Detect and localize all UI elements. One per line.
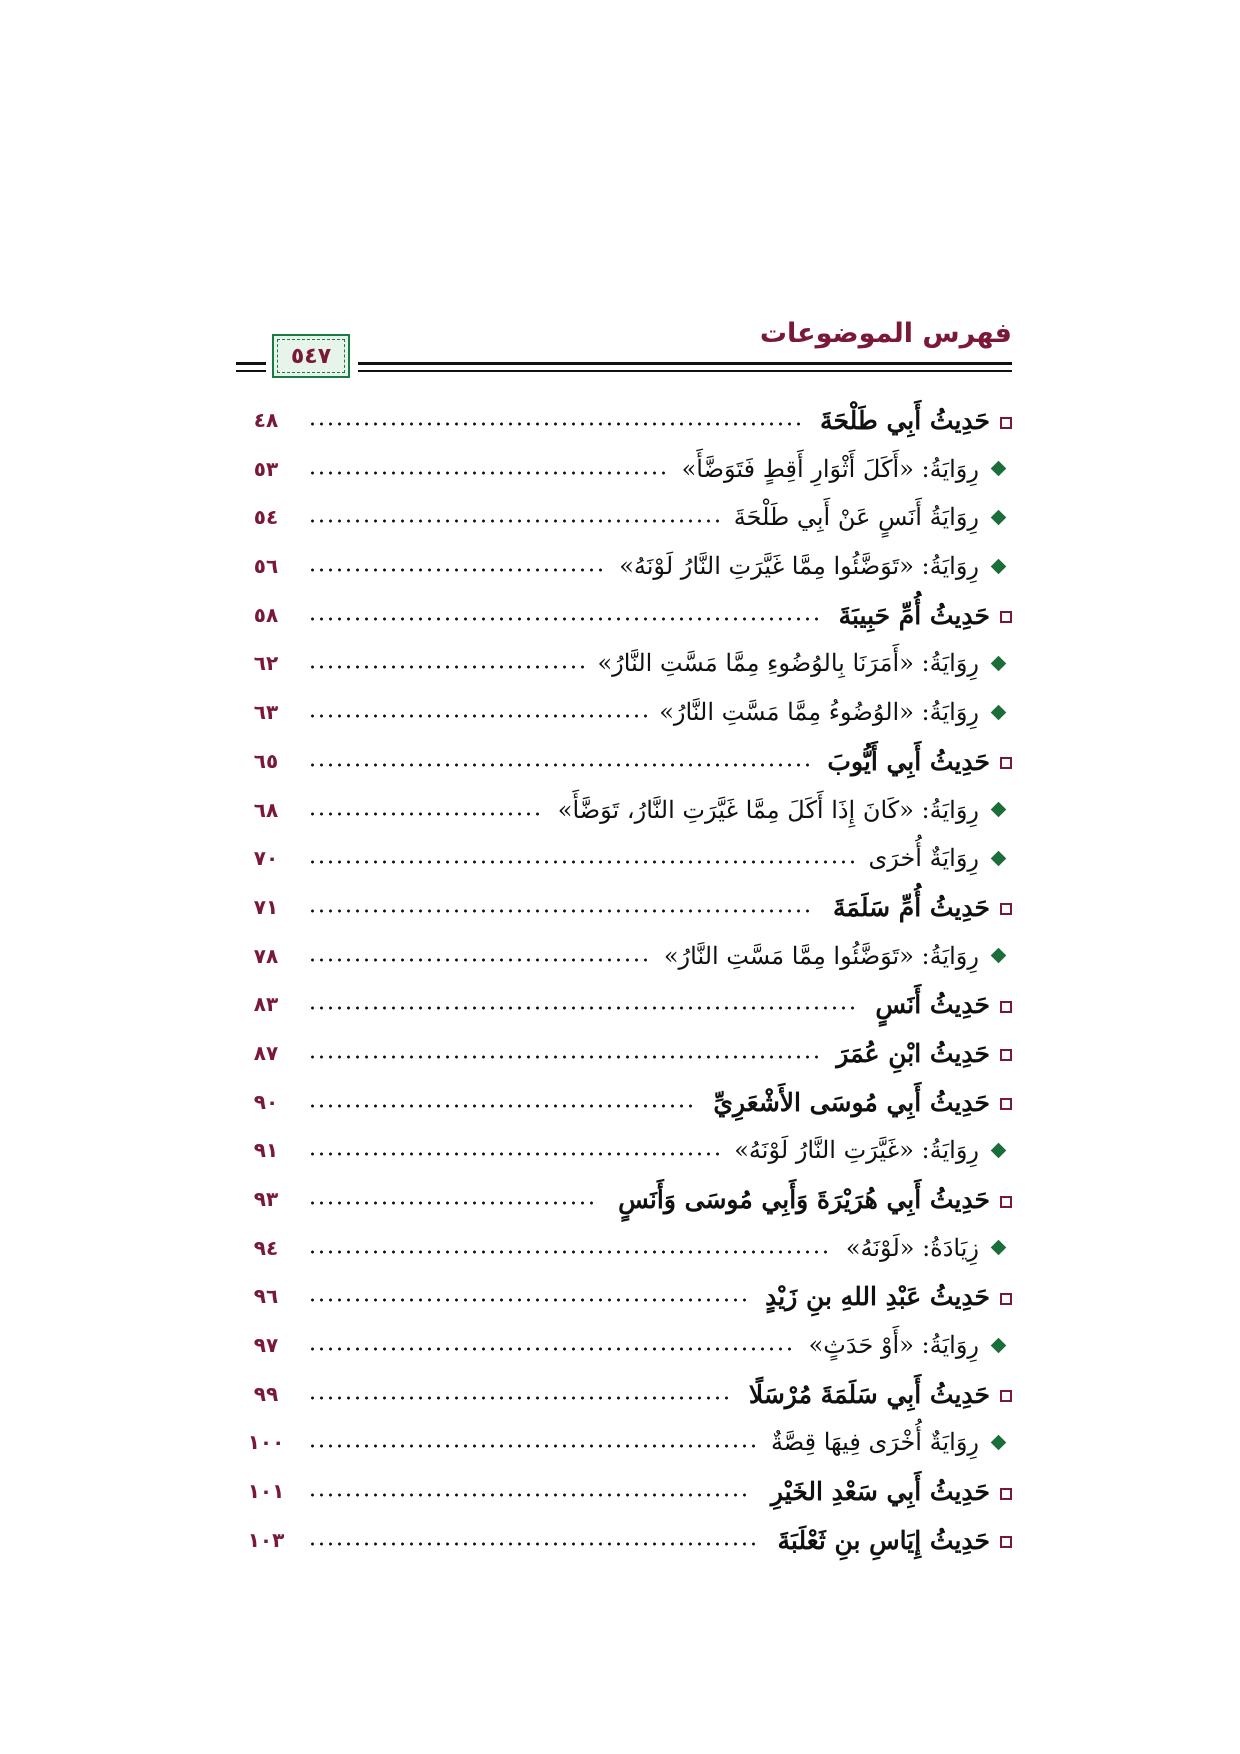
toc-main-entry[interactable] bbox=[765, 1282, 1012, 1311]
entry-title: حَدِيثُ أَنَسٍ bbox=[875, 990, 990, 1020]
entry-title: حَدِيثُ أَبِي سَلَمَةَ مُرْسَلًا bbox=[748, 1379, 990, 1409]
dot-leader bbox=[308, 617, 821, 621]
dot-leader bbox=[308, 1396, 731, 1400]
page-ref: ٩٠ bbox=[253, 1089, 279, 1114]
toc-row[interactable] bbox=[236, 887, 1012, 936]
toc-sub-entry[interactable] bbox=[771, 1428, 1006, 1456]
entry-title: حَدِيثُ عَبْدِ اللهِ بنِ زَيْدٍ bbox=[765, 1282, 990, 1312]
dot-leader bbox=[308, 1347, 794, 1351]
page-ref: ٩٦ bbox=[253, 1284, 279, 1309]
entry-title: رِوَايَةُ: «أَكَلَ أَثْوَارِ أَقِطٍ فَتَوَضَّأَ» bbox=[681, 454, 979, 483]
entry-title: رِوَايَةٌ أُخرَى bbox=[868, 844, 979, 873]
toc-sub-entry[interactable] bbox=[664, 942, 1006, 970]
toc-main-entry[interactable] bbox=[771, 1477, 1012, 1506]
entry-title: حَدِيثُ أَبِي طَلْحَةَ bbox=[820, 406, 990, 435]
page-ref: ٩٣ bbox=[253, 1187, 279, 1211]
entry-title: حَدِيثُ أَبِي سَعْدِ الخَيْرِ bbox=[770, 1477, 990, 1507]
dot-leader bbox=[308, 1298, 749, 1302]
page-ref: ٤٨ bbox=[253, 408, 279, 432]
toc-main-entry[interactable] bbox=[749, 1380, 1012, 1409]
dot-leader bbox=[308, 714, 650, 718]
diamond-bullet-icon bbox=[991, 461, 1007, 477]
square-bullet-icon bbox=[1000, 1293, 1012, 1305]
page-header bbox=[236, 318, 1012, 390]
toc-main-entry[interactable] bbox=[820, 406, 1012, 435]
toc-row[interactable] bbox=[236, 1082, 1012, 1131]
toc-row[interactable] bbox=[236, 1520, 1012, 1569]
dot-leader bbox=[308, 812, 542, 816]
page-ref: ٩٧ bbox=[253, 1333, 279, 1358]
toc-sub-entry[interactable] bbox=[682, 455, 1006, 483]
toc-row[interactable] bbox=[236, 595, 1012, 644]
square-bullet-icon bbox=[1000, 757, 1012, 769]
square-bullet-icon bbox=[1000, 417, 1012, 429]
header-rule-right bbox=[358, 362, 1012, 365]
entry-title: رِوَايَةٌ أُخْرَى فِيهَا قِصَّةٌ bbox=[770, 1428, 979, 1457]
toc-main-entry[interactable] bbox=[827, 747, 1012, 776]
toc-sub-entry[interactable] bbox=[659, 698, 1006, 726]
square-bullet-icon bbox=[1000, 1098, 1012, 1110]
page-ref: ١٠٠ bbox=[247, 1430, 285, 1455]
entry-title: زِيَادَةُ: «لَوْنَهُ» bbox=[845, 1233, 979, 1262]
diamond-bullet-icon bbox=[991, 704, 1007, 720]
toc-row[interactable] bbox=[236, 449, 1012, 498]
entry-title: رِوَايَةُ: «الوُضُوءُ مِمَّا مَسَّتِ النَّارُ» bbox=[659, 698, 979, 727]
dot-leader bbox=[308, 519, 722, 523]
toc-row[interactable] bbox=[236, 1374, 1012, 1423]
header-rule-left bbox=[236, 362, 266, 365]
page-number-frame bbox=[272, 334, 350, 378]
toc-row[interactable] bbox=[236, 1422, 1012, 1471]
toc-main-entry[interactable] bbox=[875, 990, 1012, 1019]
diamond-bullet-icon bbox=[991, 1240, 1007, 1256]
entry-title: حَدِيثُ إِيَاسِ بنِ ثَعْلَبَةَ bbox=[777, 1525, 990, 1555]
dot-leader bbox=[308, 1444, 758, 1448]
page-ref: ٥٤ bbox=[253, 505, 279, 530]
toc-row[interactable] bbox=[236, 1325, 1012, 1374]
dot-leader bbox=[308, 763, 812, 767]
diamond-bullet-icon bbox=[991, 558, 1007, 574]
square-bullet-icon bbox=[1000, 1049, 1012, 1061]
toc-row[interactable] bbox=[236, 1179, 1012, 1228]
toc-main-entry[interactable] bbox=[839, 601, 1012, 630]
toc-row[interactable] bbox=[236, 741, 1012, 790]
page-ref: ٧١ bbox=[253, 894, 279, 919]
page-ref: ٧٨ bbox=[253, 943, 279, 968]
diamond-bullet-icon bbox=[991, 1435, 1007, 1451]
entry-title: رِوَايَةُ: «أَوْ حَدَثٍ» bbox=[808, 1331, 979, 1360]
page-ref: ٥٨ bbox=[253, 602, 279, 627]
dot-leader bbox=[308, 422, 803, 426]
header-rule-left-lower bbox=[236, 370, 266, 372]
entry-title: رِوَايَةُ: «كَانَ إِذَا أَكَلَ مِمَّا غَيَّرَتِ النَّارُ، تَوَضَّأَ» bbox=[557, 795, 979, 824]
page-ref: ٨٧ bbox=[253, 1040, 279, 1065]
toc-row[interactable] bbox=[236, 546, 1012, 595]
square-bullet-icon bbox=[1000, 1390, 1012, 1402]
entry-title: رِوَايَةُ: «تَوَضَّئُوا مِمَّا مَسَّتِ النَّارُ» bbox=[663, 941, 979, 970]
page-ref: ٦٢ bbox=[253, 651, 279, 676]
square-bullet-icon bbox=[1000, 1001, 1012, 1013]
page-ref: ٥٣ bbox=[253, 456, 279, 481]
page-number: ٥٤٧ bbox=[290, 343, 332, 369]
square-bullet-icon bbox=[1000, 1536, 1012, 1548]
toc-sub-entry[interactable] bbox=[619, 552, 1006, 580]
toc-main-entry[interactable] bbox=[833, 893, 1012, 922]
dot-leader bbox=[308, 1542, 758, 1546]
dot-leader bbox=[308, 958, 650, 962]
toc-sub-entry[interactable] bbox=[597, 649, 1006, 677]
table-of-contents bbox=[236, 400, 1012, 1569]
diamond-bullet-icon bbox=[991, 1337, 1007, 1353]
dot-leader bbox=[308, 1493, 749, 1497]
toc-row[interactable] bbox=[236, 790, 1012, 839]
diamond-bullet-icon bbox=[991, 656, 1007, 672]
dot-leader bbox=[308, 1201, 596, 1205]
toc-row[interactable] bbox=[236, 400, 1012, 449]
page-ref: ٥٦ bbox=[253, 554, 279, 579]
toc-sub-entry[interactable] bbox=[734, 503, 1006, 531]
toc-sub-entry[interactable] bbox=[846, 1234, 1006, 1262]
toc-main-entry[interactable] bbox=[618, 1185, 1012, 1214]
entry-title: رِوَايَةُ: «أَمَرَنَا بِالوُضُوءِ مِمَّا مَسَّتِ النَّارُ» bbox=[597, 649, 979, 678]
toc-row[interactable] bbox=[236, 643, 1012, 692]
entry-title: رِوَايَةُ: «تَوَضَّئُوا مِمَّا غَيَّرَتِ النَّارُ لَوْنَهُ» bbox=[619, 552, 979, 581]
page-ref: ٨٣ bbox=[253, 992, 279, 1017]
toc-row[interactable] bbox=[236, 1033, 1012, 1082]
toc-row[interactable] bbox=[236, 692, 1012, 741]
square-bullet-icon bbox=[1000, 903, 1012, 915]
diamond-bullet-icon bbox=[991, 1143, 1007, 1159]
toc-row[interactable] bbox=[236, 984, 1012, 1033]
dot-leader bbox=[308, 1152, 722, 1156]
square-bullet-icon bbox=[1000, 611, 1012, 623]
toc-row[interactable] bbox=[236, 838, 1012, 887]
dot-leader bbox=[308, 1250, 830, 1254]
toc-sub-entry[interactable] bbox=[558, 796, 1006, 824]
entry-title: حَدِيثُ أَبِي مُوسَى الأَشْعَرِيِّ bbox=[713, 1087, 990, 1117]
dot-leader bbox=[308, 909, 812, 913]
dot-leader bbox=[308, 471, 668, 475]
square-bullet-icon bbox=[1000, 1488, 1012, 1500]
dot-leader bbox=[308, 665, 587, 669]
page-title: فهرس الموضوعات bbox=[759, 318, 1012, 349]
entry-title: حَدِيثُ أُمِّ حَبِيبَةَ bbox=[838, 600, 990, 630]
dot-leader bbox=[308, 1104, 695, 1108]
page-ref: ٦٨ bbox=[253, 797, 279, 822]
diamond-bullet-icon bbox=[991, 850, 1007, 866]
entry-title: حَدِيثُ أُمِّ سَلَمَةَ bbox=[833, 892, 990, 922]
header-rule-right-lower bbox=[358, 370, 1012, 372]
page-ref: ١٠٣ bbox=[247, 1527, 285, 1552]
toc-sub-entry[interactable] bbox=[868, 844, 1006, 872]
page-ref: ٩١ bbox=[253, 1138, 279, 1163]
entry-title: رِوَايَةُ: «غَيَّرَتِ النَّارُ لَوْنَهُ» bbox=[734, 1136, 979, 1165]
diamond-bullet-icon bbox=[991, 948, 1007, 964]
dot-leader bbox=[308, 1055, 821, 1059]
toc-row[interactable] bbox=[236, 1130, 1012, 1179]
dot-leader bbox=[308, 568, 605, 572]
page-ref: ١٠١ bbox=[247, 1479, 285, 1504]
dot-leader bbox=[308, 1006, 857, 1010]
toc-row[interactable] bbox=[236, 1471, 1012, 1520]
square-bullet-icon bbox=[1000, 1196, 1012, 1208]
diamond-bullet-icon bbox=[991, 802, 1007, 818]
toc-row[interactable] bbox=[236, 1228, 1012, 1277]
toc-sub-entry[interactable] bbox=[734, 1136, 1006, 1164]
page-ref: ٦٥ bbox=[253, 748, 279, 773]
toc-row[interactable] bbox=[236, 1276, 1012, 1325]
entry-title: حَدِيثُ أَبِي أَيُّوبَ bbox=[827, 746, 990, 776]
toc-sub-entry[interactable] bbox=[809, 1331, 1006, 1359]
toc-row[interactable] bbox=[236, 497, 1012, 546]
page-ref: ٧٠ bbox=[253, 846, 279, 871]
toc-main-entry[interactable] bbox=[836, 1039, 1012, 1068]
entry-title: حَدِيثُ أَبِي هُرَيْرَةَ وَأَبِي مُوسَى وَأَنَسٍ bbox=[618, 1185, 990, 1214]
diamond-bullet-icon bbox=[991, 510, 1007, 526]
entry-title: حَدِيثُ ابْنِ عُمَرَ bbox=[836, 1038, 990, 1068]
toc-main-entry[interactable] bbox=[713, 1088, 1012, 1117]
page-ref: ٩٩ bbox=[253, 1381, 279, 1406]
page-ref: ٩٤ bbox=[253, 1235, 279, 1260]
dot-leader bbox=[308, 860, 857, 864]
toc-main-entry[interactable] bbox=[778, 1526, 1012, 1555]
toc-row[interactable] bbox=[236, 936, 1012, 985]
page-ref: ٦٣ bbox=[253, 700, 279, 725]
entry-title: رِوَايَةُ أَنَسٍ عَنْ أَبِي طَلْحَةَ bbox=[733, 503, 979, 532]
